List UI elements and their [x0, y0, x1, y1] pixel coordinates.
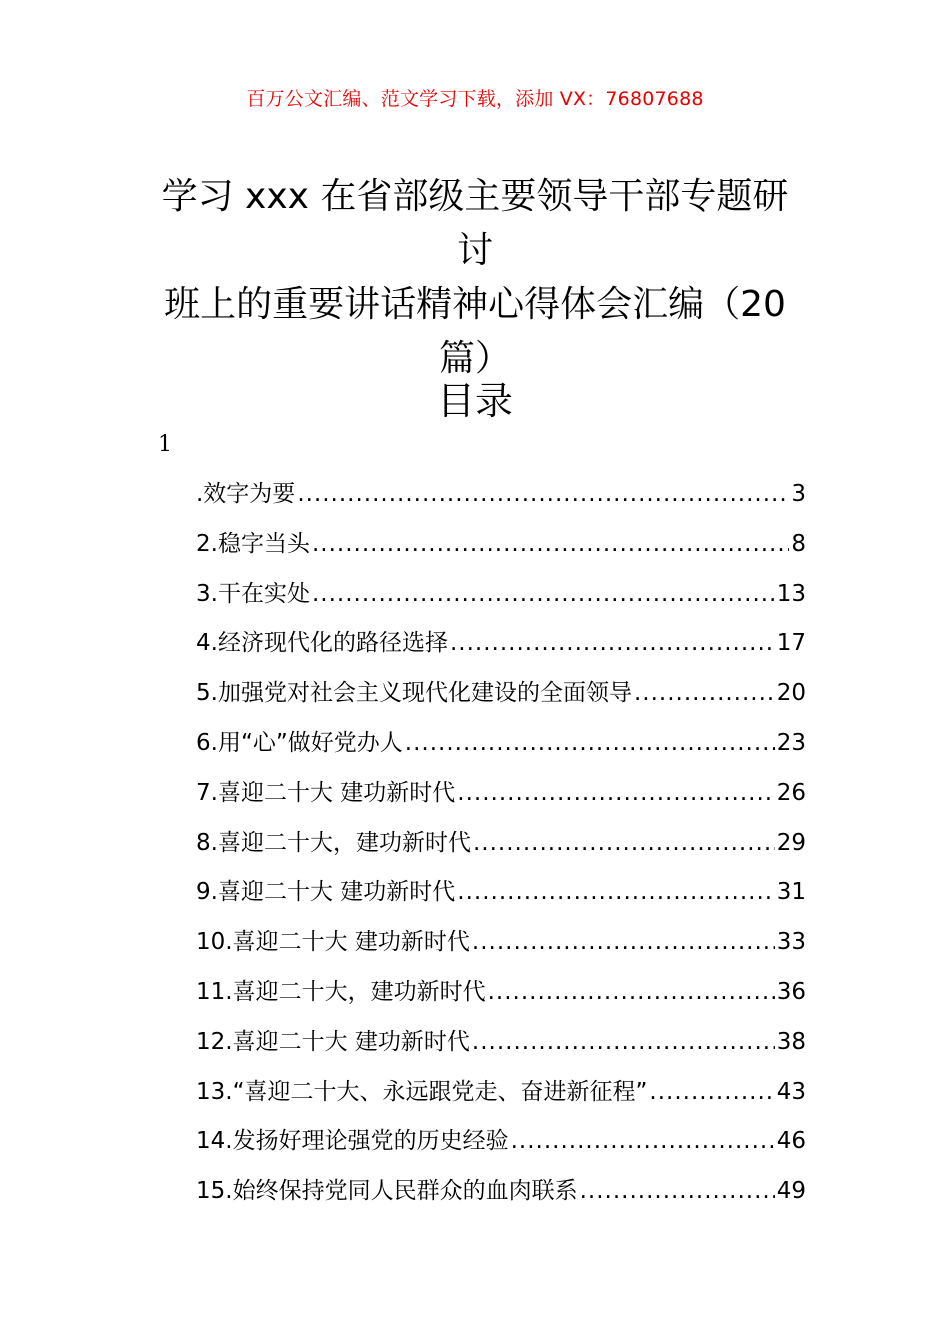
toc-entry-label: 5.加强党对社会主义现代化建设的全面领导 — [196, 680, 632, 707]
toc-entry-label: 11.喜迎二十大，建功新时代 — [196, 978, 486, 1005]
toc-entry[interactable] — [196, 923, 806, 973]
toc-entry-label: 6.用“心”做好党办人 — [196, 729, 403, 756]
toc-dot-leader — [488, 979, 775, 1005]
toc-entry-label: 14.发扬好理论强党的历史经验 — [196, 1128, 509, 1155]
toc-entry-label: .效字为要 — [196, 481, 296, 507]
toc-entry[interactable] — [196, 475, 806, 525]
toc-entry-label: 10.喜迎二十大 建功新时代 — [196, 929, 470, 956]
toc-entry[interactable] — [196, 724, 806, 774]
toc-entry[interactable] — [196, 1172, 806, 1222]
toc-dot-leader — [511, 1128, 775, 1154]
toc-entry-label: 15.始终保持党同人民群众的血肉联系 — [196, 1178, 578, 1205]
toc-entry[interactable] — [196, 873, 806, 923]
toc-dot-leader — [312, 531, 789, 557]
toc-entry[interactable] — [196, 525, 806, 575]
toc-dot-leader — [649, 1079, 774, 1105]
toc-entry[interactable] — [196, 973, 806, 1023]
toc-dot-leader — [580, 1178, 775, 1204]
toc-entry-label: 9.喜迎二十大 建功新时代 — [196, 879, 456, 906]
toc-dot-leader — [457, 780, 774, 806]
title-line-3: 篇） — [438, 338, 511, 379]
toc-entry[interactable] — [196, 674, 806, 724]
toc-entry-label: 3.干在实处 — [196, 580, 310, 607]
toc-entry-label: 4.经济现代化的路径选择 — [196, 630, 448, 657]
toc-entry-page: 33 — [776, 929, 806, 956]
toc-entry[interactable] — [196, 774, 806, 824]
toc-entry-page: 31 — [776, 879, 806, 906]
toc-entry-page: 38 — [776, 1028, 806, 1055]
toc-entry-page: 8 — [791, 530, 806, 557]
toc-entry[interactable] — [196, 1023, 806, 1073]
toc-dot-leader — [472, 1029, 775, 1055]
title-line-2: 班上的重要讲话精神心得体会汇编（20 — [164, 284, 786, 325]
toc-entry-page: 13 — [776, 580, 806, 607]
toc-entry-page: 17 — [776, 630, 806, 657]
toc-entry-page: 29 — [776, 829, 806, 856]
toc-entry[interactable] — [196, 575, 806, 625]
toc-entry[interactable] — [196, 1122, 806, 1172]
toc-dot-leader — [472, 929, 775, 955]
toc-entry-page: 23 — [776, 729, 806, 756]
toc-marker: 1 — [158, 432, 172, 457]
toc-dot-leader — [450, 630, 775, 656]
toc-entry-page: 46 — [776, 1128, 806, 1155]
toc-entry[interactable] — [196, 1073, 806, 1123]
toc-entry-page: 49 — [776, 1178, 806, 1205]
toc-entry-page: 43 — [776, 1078, 806, 1105]
toc-entry-page: 20 — [776, 680, 806, 707]
toc-entry[interactable] — [196, 624, 806, 674]
toc-entry-label: 13.“喜迎二十大、永远跟党走、奋进新征程” — [196, 1078, 648, 1105]
toc-dot-leader — [457, 879, 774, 905]
table-of-contents — [196, 475, 806, 1222]
toc-entry[interactable] — [196, 824, 806, 874]
toc-dot-leader — [473, 830, 775, 856]
toc-dot-leader — [297, 481, 789, 507]
toc-heading: 目录 — [436, 379, 513, 423]
document-title — [150, 170, 800, 386]
toc-dot-leader — [405, 730, 775, 756]
toc-entry-page: 36 — [776, 978, 806, 1005]
toc-entry-label: 8.喜迎二十大，建功新时代 — [196, 829, 471, 856]
toc-dot-leader — [634, 680, 775, 706]
title-line-1: 学习 xxx 在省部级主要领导干部专题研讨 — [161, 176, 789, 271]
toc-entry-page: 26 — [776, 779, 806, 806]
toc-entry-page: 3 — [791, 481, 806, 507]
toc-entry-label: 7.喜迎二十大 建功新时代 — [196, 779, 456, 806]
toc-dot-leader — [312, 581, 775, 607]
toc-entry-label: 2.稳字当头 — [196, 530, 310, 557]
header-promo-note: 百万公文汇编、范文学习下载，添加 VX：76807688 — [246, 88, 704, 110]
toc-entry-label: 12.喜迎二十大 建功新时代 — [196, 1028, 470, 1055]
